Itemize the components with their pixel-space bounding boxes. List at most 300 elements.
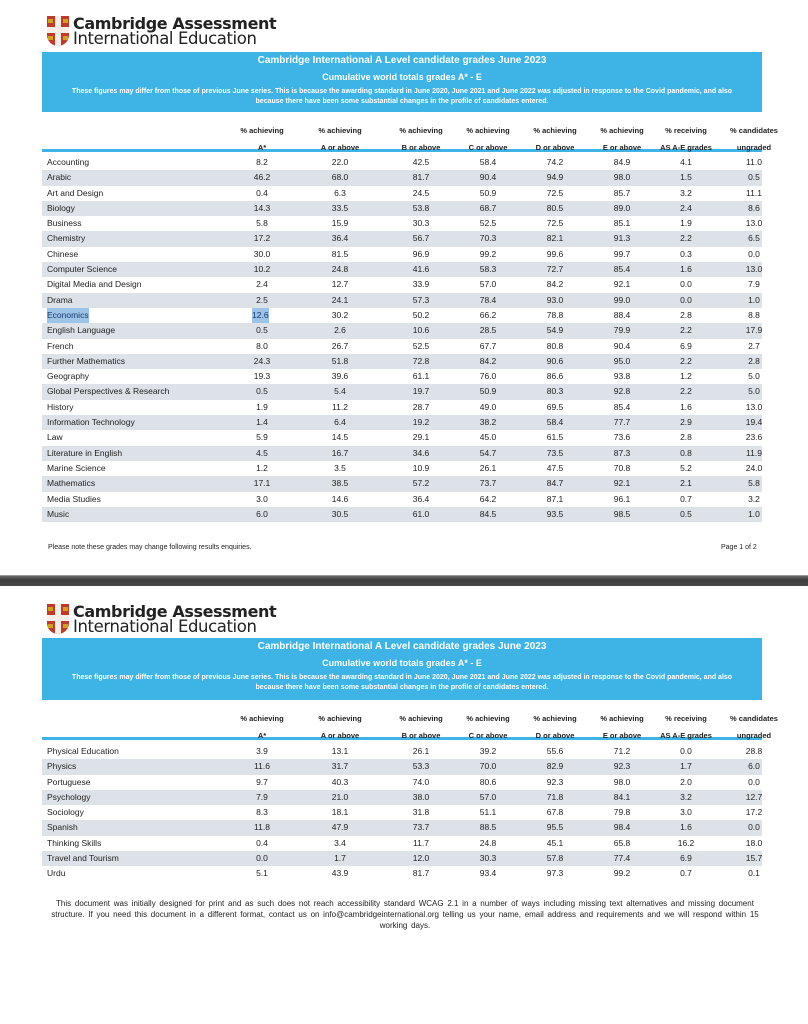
table-cell[interactable]: 58.3	[479, 264, 497, 275]
table-cell[interactable]: 3.2	[748, 493, 760, 504]
table-cell[interactable]: 57.0	[479, 279, 497, 290]
table-cell[interactable]: 0.0	[256, 853, 268, 864]
subject-name[interactable]: Arabic	[47, 172, 72, 183]
subject-name[interactable]: Physics	[47, 761, 77, 772]
table-cell[interactable]: 52.5	[479, 218, 497, 229]
table-cell[interactable]: 13.0	[745, 264, 763, 275]
subject-name[interactable]: Drama	[47, 294, 73, 305]
table-cell[interactable]: 5.4	[334, 386, 346, 397]
table-cell[interactable]: 57.3	[412, 294, 430, 305]
table-cell[interactable]: 74.0	[412, 776, 430, 787]
table-cell[interactable]: 70.3	[479, 233, 497, 244]
table-cell[interactable]: 38.0	[412, 791, 430, 802]
table-cell[interactable]: 6.9	[680, 340, 692, 351]
table-cell[interactable]: 0.0	[680, 294, 692, 305]
table-cell[interactable]: 92.3	[546, 776, 564, 787]
table-cell[interactable]: 70.8	[613, 462, 631, 473]
table-cell[interactable]: 78.4	[479, 294, 497, 305]
table-cell[interactable]: 12.6	[252, 308, 269, 323]
table-cell[interactable]: 23.6	[745, 432, 763, 443]
subject-name[interactable]: Digital Media and Design	[47, 279, 142, 290]
table-cell[interactable]: 57.8	[546, 853, 564, 864]
table-cell[interactable]: 72.8	[412, 355, 430, 366]
table-cell[interactable]: 15.7	[745, 853, 763, 864]
table-cell[interactable]: 14.3	[253, 202, 271, 213]
table-cell[interactable]: 72.5	[546, 187, 564, 198]
table-cell[interactable]: 8.2	[256, 157, 268, 167]
table-cell[interactable]: 0.5	[748, 172, 760, 183]
table-cell[interactable]: 2.9	[680, 417, 692, 428]
table-cell[interactable]: 0.1	[748, 868, 760, 879]
table-cell[interactable]: 3.2	[680, 791, 692, 802]
table-cell[interactable]: 28.7	[412, 401, 430, 412]
subject-name[interactable]: Travel and Tourism	[47, 853, 119, 864]
table-cell[interactable]: 0.5	[256, 325, 268, 336]
table-cell[interactable]: 2.8	[680, 309, 692, 320]
table-cell[interactable]: 58.4	[479, 157, 497, 167]
table-cell[interactable]: 80.6	[479, 776, 497, 787]
table-cell[interactable]: 99.2	[479, 248, 497, 259]
subject-name[interactable]: Marine Science	[47, 462, 106, 473]
table-cell[interactable]: 3.0	[256, 493, 268, 504]
table-cell[interactable]: 6.5	[748, 233, 760, 244]
table-cell[interactable]: 31.8	[412, 807, 430, 818]
subject-name[interactable]: Thinking Skills	[47, 837, 102, 848]
table-cell[interactable]: 96.1	[613, 493, 631, 504]
table-cell[interactable]: 94.9	[546, 172, 564, 183]
table-cell[interactable]: 5.8	[256, 218, 268, 229]
table-cell[interactable]: 56.7	[412, 233, 430, 244]
table-cell[interactable]: 61.1	[412, 371, 430, 382]
table-cell[interactable]: 8.8	[748, 309, 760, 320]
table-cell[interactable]: 30.0	[253, 248, 271, 259]
table-cell[interactable]: 55.6	[546, 746, 564, 756]
table-cell[interactable]: 10.9	[412, 462, 430, 473]
table-cell[interactable]: 54.9	[546, 325, 564, 336]
table-cell[interactable]: 12.0	[412, 853, 430, 864]
table-cell[interactable]: 77.7	[613, 417, 631, 428]
table-cell[interactable]: 21.0	[331, 791, 349, 802]
table-cell[interactable]: 1.4	[256, 417, 268, 428]
table-cell[interactable]: 2.4	[680, 202, 692, 213]
subject-name[interactable]: French	[47, 340, 74, 351]
table-cell[interactable]: 2.2	[680, 386, 692, 397]
subject-name[interactable]: Biology	[47, 202, 75, 213]
table-cell[interactable]: 6.0	[256, 508, 268, 519]
table-cell[interactable]: 96.9	[412, 248, 430, 259]
table-cell[interactable]: 67.7	[479, 340, 497, 351]
table-cell[interactable]: 30.5	[331, 508, 349, 519]
table-cell[interactable]: 4.5	[256, 447, 268, 458]
table-cell[interactable]: 99.7	[613, 248, 631, 259]
table-cell[interactable]: 2.4	[256, 279, 268, 290]
subject-name[interactable]: Computer Science	[47, 264, 117, 275]
table-cell[interactable]: 30.3	[479, 853, 497, 864]
table-cell[interactable]: 92.1	[613, 478, 631, 489]
subject-name[interactable]: History	[47, 401, 74, 412]
table-cell[interactable]: 1.7	[334, 853, 346, 864]
subject-name[interactable]: English Language	[47, 325, 116, 336]
table-cell[interactable]: 76.0	[479, 371, 497, 382]
table-cell[interactable]: 11.9	[746, 447, 762, 458]
table-cell[interactable]: 0.7	[680, 868, 692, 879]
table-cell[interactable]: 57.2	[412, 478, 430, 489]
table-cell[interactable]: 50.2	[412, 309, 430, 320]
table-cell[interactable]: 26.7	[331, 340, 349, 351]
table-cell[interactable]: 5.1	[256, 868, 268, 879]
subject-name[interactable]: Information Technology	[47, 417, 135, 428]
table-cell[interactable]: 18.0	[745, 837, 763, 848]
table-cell[interactable]: 0.8	[680, 447, 692, 458]
subject-name[interactable]: Sociology	[47, 807, 84, 818]
subject-name[interactable]: Global Perspectives & Research	[47, 386, 170, 397]
table-cell[interactable]: 51.8	[331, 355, 349, 366]
table-cell[interactable]: 0.0	[748, 822, 760, 833]
table-cell[interactable]: 93.8	[613, 371, 631, 382]
subject-name[interactable]: Psychology	[47, 791, 91, 802]
table-cell[interactable]: 72.5	[546, 218, 564, 229]
table-cell[interactable]: 84.1	[613, 791, 631, 802]
table-cell[interactable]: 12.7	[745, 791, 763, 802]
table-cell[interactable]: 61.0	[412, 508, 430, 519]
table-cell[interactable]: 14.5	[331, 432, 349, 443]
table-cell[interactable]: 90.4	[479, 172, 497, 183]
table-cell[interactable]: 8.0	[256, 340, 268, 351]
subject-name[interactable]: Physical Education	[47, 746, 119, 756]
table-cell[interactable]: 74.2	[546, 157, 564, 167]
table-cell[interactable]: 15.9	[331, 218, 349, 229]
table-cell[interactable]: 9.7	[256, 776, 268, 787]
table-cell[interactable]: 3.4	[334, 837, 346, 848]
table-cell[interactable]: 88.4	[613, 309, 631, 320]
table-cell[interactable]: 93.0	[546, 294, 564, 305]
table-cell[interactable]: 5.0	[748, 371, 760, 382]
table-cell[interactable]: 97.3	[546, 868, 564, 879]
table-cell[interactable]: 2.8	[748, 355, 760, 366]
table-cell[interactable]: 51.1	[479, 807, 497, 818]
table-cell[interactable]: 10.6	[412, 325, 430, 336]
table-cell[interactable]: 73.7	[479, 478, 497, 489]
table-cell[interactable]: 19.2	[412, 417, 430, 428]
table-cell[interactable]: 93.5	[546, 508, 564, 519]
table-cell[interactable]: 17.1	[253, 478, 271, 489]
table-cell[interactable]: 17.2	[745, 807, 763, 818]
table-cell[interactable]: 7.9	[256, 791, 268, 802]
table-cell[interactable]: 1.6	[680, 264, 692, 275]
table-cell[interactable]: 2.0	[680, 776, 692, 787]
table-cell[interactable]: 2.6	[334, 325, 346, 336]
table-cell[interactable]: 6.4	[334, 417, 346, 428]
subject-name[interactable]: Media Studies	[47, 493, 101, 504]
table-cell[interactable]: 11.0	[746, 157, 762, 167]
table-cell[interactable]: 61.5	[546, 432, 564, 443]
table-cell[interactable]: 42.5	[412, 157, 430, 167]
table-cell[interactable]: 50.9	[479, 187, 497, 198]
table-cell[interactable]: 79.9	[613, 325, 631, 336]
table-cell[interactable]: 1.5	[680, 172, 692, 183]
subject-name[interactable]: Chinese	[47, 248, 79, 259]
table-cell[interactable]: 1.6	[680, 401, 692, 412]
table-cell[interactable]: 16.7	[331, 447, 349, 458]
table-cell[interactable]: 72.7	[546, 264, 564, 275]
table-cell[interactable]: 2.1	[680, 478, 692, 489]
table-cell[interactable]: 84.5	[479, 508, 497, 519]
table-cell[interactable]: 11.7	[413, 837, 429, 848]
table-cell[interactable]: 17.9	[745, 325, 763, 336]
table-cell[interactable]: 5.0	[748, 386, 760, 397]
table-cell[interactable]: 66.2	[479, 309, 497, 320]
table-cell[interactable]: 2.2	[680, 355, 692, 366]
table-cell[interactable]: 64.2	[479, 493, 497, 504]
table-cell[interactable]: 3.5	[334, 462, 346, 473]
table-cell[interactable]: 0.7	[680, 493, 692, 504]
table-cell[interactable]: 78.8	[546, 309, 564, 320]
table-cell[interactable]: 80.5	[546, 202, 564, 213]
table-cell[interactable]: 81.5	[331, 248, 349, 259]
table-cell[interactable]: 16.2	[677, 837, 695, 848]
table-cell[interactable]: 0.5	[256, 386, 268, 397]
column-header-line-2: D or above	[535, 731, 575, 740]
subject-name[interactable]: Spanish	[47, 822, 78, 833]
table-cell[interactable]: 92.1	[613, 279, 631, 290]
table-cell[interactable]: 24.3	[253, 355, 271, 366]
table-cell[interactable]: 73.7	[412, 822, 430, 833]
table-cell[interactable]: 65.8	[613, 837, 631, 848]
table-cell[interactable]: 2.2	[680, 325, 692, 336]
table-cell[interactable]: 13.0	[745, 401, 763, 412]
table-cell[interactable]: 0.0	[748, 776, 760, 787]
table-cell[interactable]: 47.5	[546, 462, 564, 473]
table-cell[interactable]: 99.6	[546, 248, 564, 259]
table-cell[interactable]: 30.2	[331, 309, 349, 320]
table-cell[interactable]: 52.5	[412, 340, 430, 351]
table-cell[interactable]: 98.0	[613, 172, 631, 183]
table-cell[interactable]: 82.9	[546, 761, 564, 772]
table-cell[interactable]: 91.3	[613, 233, 631, 244]
subject-name[interactable]: Art and Design	[47, 187, 104, 198]
table-cell[interactable]: 5.2	[680, 462, 692, 473]
table-cell[interactable]: 46.2	[253, 172, 271, 183]
table-cell[interactable]: 84.2	[546, 279, 564, 290]
table-cell[interactable]: 2.5	[256, 294, 268, 305]
table-cell[interactable]: 4.1	[680, 157, 692, 167]
table-cell[interactable]: 99.0	[613, 294, 631, 305]
table-cell[interactable]: 98.4	[613, 822, 631, 833]
table-cell[interactable]: 13.1	[331, 746, 349, 756]
table-cell[interactable]: 11.1	[746, 187, 762, 198]
table-cell[interactable]: 12.7	[331, 279, 349, 290]
subject-name[interactable]: Music	[47, 508, 70, 519]
table-cell[interactable]: 3.0	[680, 807, 692, 818]
table-cell[interactable]: 5.9	[256, 432, 268, 443]
table-cell[interactable]: 92.3	[613, 761, 631, 772]
table-cell[interactable]: 17.2	[253, 233, 271, 244]
table-cell[interactable]: 95.5	[546, 822, 564, 833]
table-cell[interactable]: 19.7	[412, 386, 430, 397]
table-row	[42, 186, 762, 201]
table-cell[interactable]: 26.1	[479, 462, 497, 473]
table-cell[interactable]: 95.0	[613, 355, 631, 366]
table-cell[interactable]: 28.5	[479, 325, 497, 336]
table-cell[interactable]: 98.5	[613, 508, 631, 519]
table-cell[interactable]: 1.0	[748, 294, 760, 305]
table-cell[interactable]: 38.5	[331, 478, 349, 489]
table-cell[interactable]: 84.9	[613, 157, 631, 167]
table-cell[interactable]: 1.9	[256, 401, 268, 412]
table-cell[interactable]: 36.4	[412, 493, 430, 504]
table-cell[interactable]: 57.0	[479, 791, 497, 802]
table-cell[interactable]: 85.4	[613, 401, 631, 412]
subject-name[interactable]: Business	[47, 218, 82, 229]
table-cell[interactable]: 39.6	[331, 371, 349, 382]
table-cell[interactable]: 5.8	[748, 478, 760, 489]
table-cell[interactable]: 38.2	[479, 417, 497, 428]
table-cell[interactable]: 47.9	[331, 822, 349, 833]
table-cell[interactable]: 31.7	[331, 761, 349, 772]
table-cell[interactable]: 99.2	[613, 868, 631, 879]
table-cell[interactable]: 11.6	[254, 761, 270, 772]
table-cell[interactable]: 87.3	[613, 447, 631, 458]
subject-name[interactable]: Chemistry	[47, 233, 86, 244]
table-cell[interactable]: 85.1	[613, 218, 631, 229]
table-cell[interactable]: 84.2	[479, 355, 497, 366]
table-cell[interactable]: 69.5	[546, 401, 564, 412]
table-cell[interactable]: 0.0	[748, 248, 760, 259]
subject-name[interactable]: Accounting	[47, 157, 90, 167]
table-cell[interactable]: 90.6	[546, 355, 564, 366]
table-cell[interactable]: 2.8	[680, 432, 692, 443]
subject-name[interactable]: Geography	[47, 371, 90, 382]
table-cell[interactable]: 54.7	[479, 447, 497, 458]
table-cell[interactable]: 45.0	[479, 432, 497, 443]
table-cell[interactable]: 53.8	[412, 202, 430, 213]
table-cell[interactable]: 24.5	[412, 187, 430, 198]
table-cell[interactable]: 58.4	[546, 417, 564, 428]
table-cell[interactable]: 81.7	[412, 172, 430, 183]
table-cell[interactable]: 29.1	[412, 432, 430, 443]
table-cell[interactable]: 77.4	[613, 853, 631, 864]
table-cell[interactable]: 11.2	[332, 401, 348, 412]
table-cell[interactable]: 81.7	[412, 868, 430, 879]
table-cell[interactable]: 1.7	[680, 761, 692, 772]
table-cell[interactable]: 24.8	[479, 837, 497, 848]
table-cell[interactable]: 6.9	[680, 853, 692, 864]
table-cell[interactable]: 33.9	[412, 279, 430, 290]
subject-name[interactable]: Portuguese	[47, 776, 91, 787]
table-cell[interactable]: 84.7	[546, 478, 564, 489]
table-cell[interactable]: 1.9	[680, 218, 692, 229]
table-cell[interactable]: 98.0	[613, 776, 631, 787]
table-cell[interactable]: 13.0	[745, 218, 763, 229]
table-cell[interactable]: 7.9	[748, 279, 760, 290]
table-cell[interactable]: 70.0	[479, 761, 497, 772]
table-cell[interactable]: 1.2	[680, 371, 692, 382]
table-cell[interactable]: 0.0	[680, 279, 692, 290]
table-cell[interactable]: 0.3	[680, 248, 692, 259]
table-cell[interactable]: 93.4	[479, 868, 497, 879]
table-cell[interactable]: 0.5	[680, 508, 692, 519]
table-cell[interactable]: 1.0	[748, 508, 760, 519]
table-cell[interactable]: 41.6	[412, 264, 430, 275]
table-cell[interactable]: 73.5	[546, 447, 564, 458]
table-cell[interactable]: 8.6	[748, 202, 760, 213]
table-cell[interactable]: 79.8	[613, 807, 631, 818]
table-cell[interactable]: 53.3	[412, 761, 430, 772]
table-cell[interactable]: 45.1	[546, 837, 564, 848]
table-cell[interactable]: 50.9	[479, 386, 497, 397]
table-cell[interactable]: 68.0	[331, 172, 349, 183]
table-row	[42, 277, 762, 292]
table-cell[interactable]: 3.9	[256, 746, 268, 756]
table-cell[interactable]: 24.0	[745, 462, 763, 473]
table-cell[interactable]: 33.5	[331, 202, 349, 213]
table-cell[interactable]: 11.8	[254, 822, 270, 833]
subject-name[interactable]: Urdu	[47, 868, 66, 879]
table-cell[interactable]: 8.3	[256, 807, 268, 818]
table-cell[interactable]: 0.4	[256, 187, 268, 198]
table-cell[interactable]: 85.4	[613, 264, 631, 275]
table-cell[interactable]: 85.7	[613, 187, 631, 198]
subject-name[interactable]: Literature in English	[47, 447, 123, 458]
table-cell[interactable]: 34.6	[412, 447, 430, 458]
table-cell[interactable]: 24.8	[331, 264, 349, 275]
table-cell[interactable]: 28.8	[745, 746, 763, 756]
table-cell[interactable]: 89.0	[613, 202, 631, 213]
table-cell[interactable]: 1.2	[256, 462, 268, 473]
table-cell[interactable]: 2.7	[748, 340, 760, 351]
table-cell[interactable]: 22.0	[331, 157, 349, 167]
table-cell[interactable]: 2.2	[680, 233, 692, 244]
table-cell[interactable]: 14.6	[331, 493, 349, 504]
table-cell[interactable]: 80.8	[546, 340, 564, 351]
subject-name[interactable]: Further Mathematics	[47, 355, 125, 366]
table-cell[interactable]: 73.6	[613, 432, 631, 443]
table-cell[interactable]: 67.8	[546, 807, 564, 818]
table-cell[interactable]: 88.5	[479, 822, 497, 833]
table-cell[interactable]: 86.6	[546, 371, 564, 382]
table-cell[interactable]: 68.7	[479, 202, 497, 213]
table-cell[interactable]: 6.3	[334, 187, 346, 198]
table-cell[interactable]: 1.6	[680, 822, 692, 833]
table-cell[interactable]: 10.2	[253, 264, 271, 275]
table-cell[interactable]: 49.0	[479, 401, 497, 412]
table-cell[interactable]: 6.0	[748, 761, 760, 772]
table-cell[interactable]: 82.1	[546, 233, 564, 244]
table-cell[interactable]: 19.3	[253, 371, 271, 382]
subject-name[interactable]: Law	[47, 432, 63, 443]
table-cell[interactable]: 43.9	[331, 868, 349, 879]
table-cell[interactable]: 18.1	[331, 807, 349, 818]
table-cell[interactable]: 36.4	[331, 233, 349, 244]
subject-name[interactable]: Economics	[47, 308, 89, 323]
subject-name[interactable]: Mathematics	[47, 478, 96, 489]
table-cell[interactable]: 39.2	[479, 746, 497, 756]
table-cell[interactable]: 80.3	[546, 386, 564, 397]
table-cell[interactable]: 19.4	[745, 417, 763, 428]
table-cell[interactable]: 90.4	[613, 340, 631, 351]
table-cell[interactable]: 0.4	[256, 837, 268, 848]
table-cell[interactable]: 40.3	[331, 776, 349, 787]
table-cell[interactable]: 87.1	[546, 493, 564, 504]
table-cell[interactable]: 3.2	[680, 187, 692, 198]
table-cell[interactable]: 92.8	[613, 386, 631, 397]
table-cell[interactable]: 26.1	[412, 746, 430, 756]
table-cell[interactable]: 71.8	[546, 791, 564, 802]
table-cell[interactable]: 24.1	[331, 294, 349, 305]
table-cell[interactable]: 30.3	[412, 218, 430, 229]
table-cell[interactable]: 0.0	[680, 746, 692, 756]
table-cell[interactable]: 71.2	[613, 746, 631, 756]
